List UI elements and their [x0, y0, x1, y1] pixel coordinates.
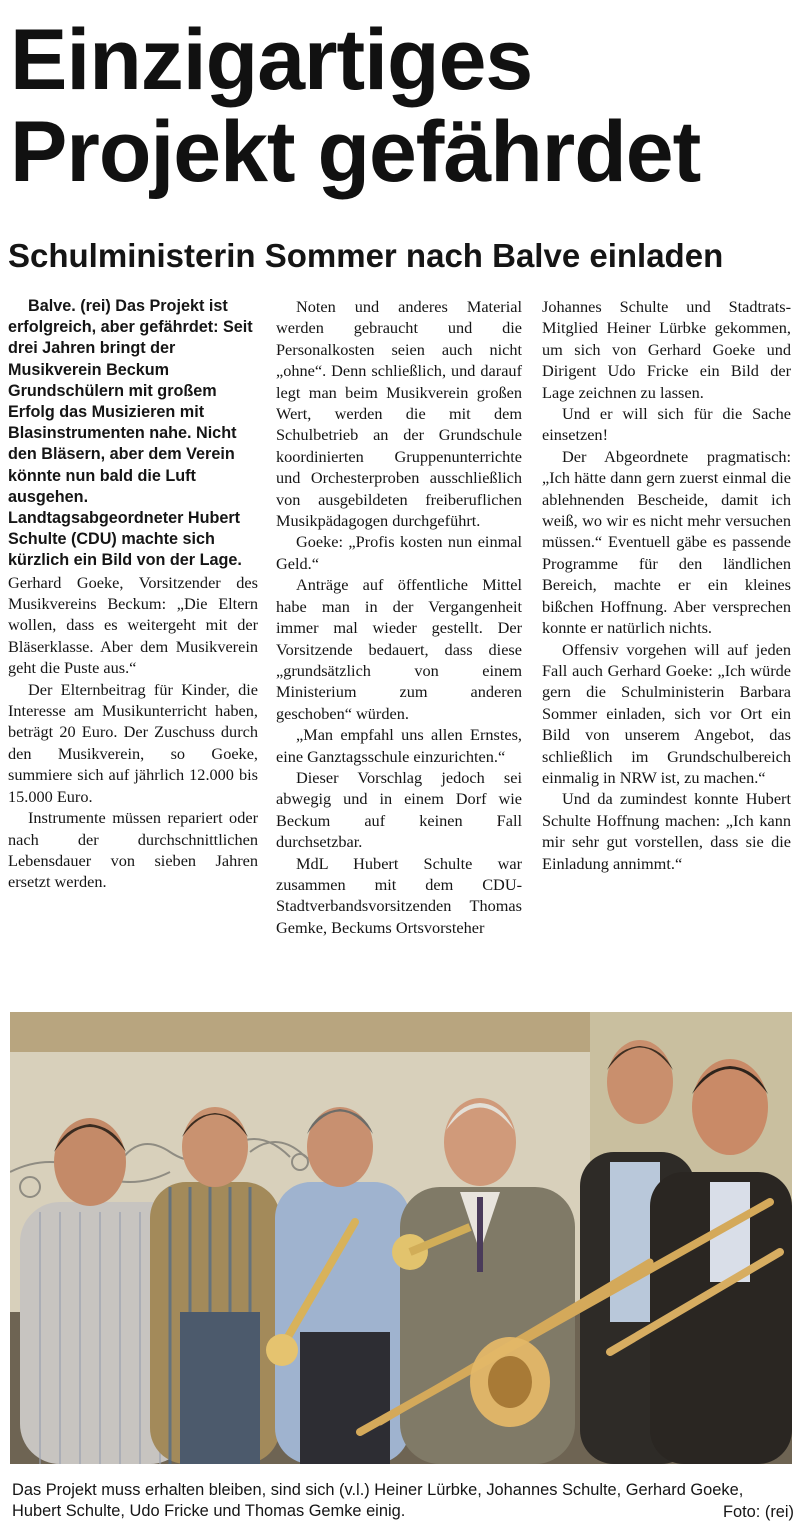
paragraph: Und da zumindest konnte Hubert Schulte Hoffnung machen: „Ich kann mir sehr gut vorstellen, dass sie die Einladung annimmt.“ — [542, 789, 791, 873]
paragraph: Noten und anderes Material werden gebraucht und die Personalkosten seien auch nicht „ohne“. Denn schließlich, und darauf legt man beim Musikverein großen Wert, werden die mit dem Schulbetrieb an der Grundschule koordinierten Gruppenunterrichte und Orchesterproben ausschließlich von ausgebildeten freiberuflichen Musikpädagogen durchgeführt. — [276, 297, 522, 531]
paragraph: Gerhard Goeke, Vorsitzender des Musikvereins Beckum: „Die Eltern wollen, dass es weitergeht mit der Bläserklasse. Aber dem Musikverein geht die Puste aus.“ — [8, 572, 258, 678]
paragraph: MdL Hubert Schulte war zusammen mit dem CDU-Stadtverbandsvorsitzenden Thomas Gemke, Beckums Ortsvorsteher — [276, 853, 522, 937]
headline: Einzigartiges Projekt gefährdet — [10, 12, 701, 200]
paragraph: Der Elternbeitrag für Kinder, die Interesse am Musikunterricht haben, beträgt 20 Euro. Der Zuschuss durch den Musikverein, so Goeke, summiere sich auf jährlich 12.000 bis 15.000 Euro. — [8, 679, 258, 806]
article-column-1 — [8, 296, 258, 893]
paragraph: Dieser Vorschlag jedoch sei abwegig und in einem Dorf wie Beckum auf keinen Fall durchsetzbar. — [276, 767, 522, 852]
subheadline: Schulministerin Sommer nach Balve einladen — [8, 237, 724, 274]
article-column-2 — [276, 296, 522, 938]
paragraph: Goeke: „Profis kosten nun einmal Geld.“ — [276, 532, 522, 573]
article-column-3 — [542, 296, 791, 874]
paragraph: Instrumente müssen repariert oder nach der durchschnittlichen Lebensdauer von sieben Jahren ersetzt werden. — [8, 808, 258, 892]
paragraph: Anträge auf öffentliche Mittel habe man in der Vergangenheit immer mal wieder gestellt. Der Vorsitzende bedauert, dass diese „grundsätzlich von einem Ministerium zum anderen geschoben“ würden. — [276, 575, 522, 723]
paragraph: Der Abgeordnete pragmatisch: „Ich hätte dann gern zuerst einmal die ablehnenden Bescheide, damit ich weiß, wo wir es nicht mehr versuchen müssen.“ Eventuell gäbe es passende Programme für den ländlichen Bereich, machte er ein kleines bißchen Hoffnung. Aber versprechen konnte er natürlich nichts. — [542, 446, 791, 638]
group-photo — [10, 1012, 792, 1464]
photo-credit: Foto: (rei) — [722, 1503, 794, 1521]
photo-caption: Das Projekt muss erhalten bleiben, sind sich (v.l.) Heiner Lürbke, Johannes Schulte, Gerhard Goeke, Hubert Schulte, Udo Fricke und Thomas Gemke einig. — [12, 1481, 744, 1520]
photo-illustration — [10, 1012, 792, 1464]
paragraph: „Man empfahl uns allen Ernstes, eine Ganztagsschule einzurichten.“ — [276, 725, 522, 766]
article-lead: Balve. (rei) Das Projekt ist erfolgreich, aber gefährdet: Seit drei Jahren bringt der Musikverein Beckum Grundschülern mit großem Erfolg das Musizieren mit Blasinstrumenten nahe. Nicht den Bläsern, aber dem Verein könnte nun bald die Luft ausgehen. Landtagsabgeordneter Hubert Schulte (CDU) machte sich kürzlich ein Bild von der Lage. — [8, 297, 253, 570]
paragraph: Und er will sich für die Sache einsetzen! — [542, 404, 791, 445]
paragraph: Offensiv vorgehen will auf jeden Fall auch Gerhard Goeke: „Ich würde gern die Schulministerin Barbara Sommer einladen, sich vor Ort ein Bild von unserem Angebot, das schließlich im Grundschulbereich einmalig in NRW ist, zu machen.“ — [542, 639, 791, 787]
paragraph: Johannes Schulte und Stadtrats-Mitglied Heiner Lürbke gekommen, um sich von Gerhard Goeke und Dirigent Udo Fricke ein Bild der Lage zeichnen zu lassen. — [542, 297, 791, 402]
